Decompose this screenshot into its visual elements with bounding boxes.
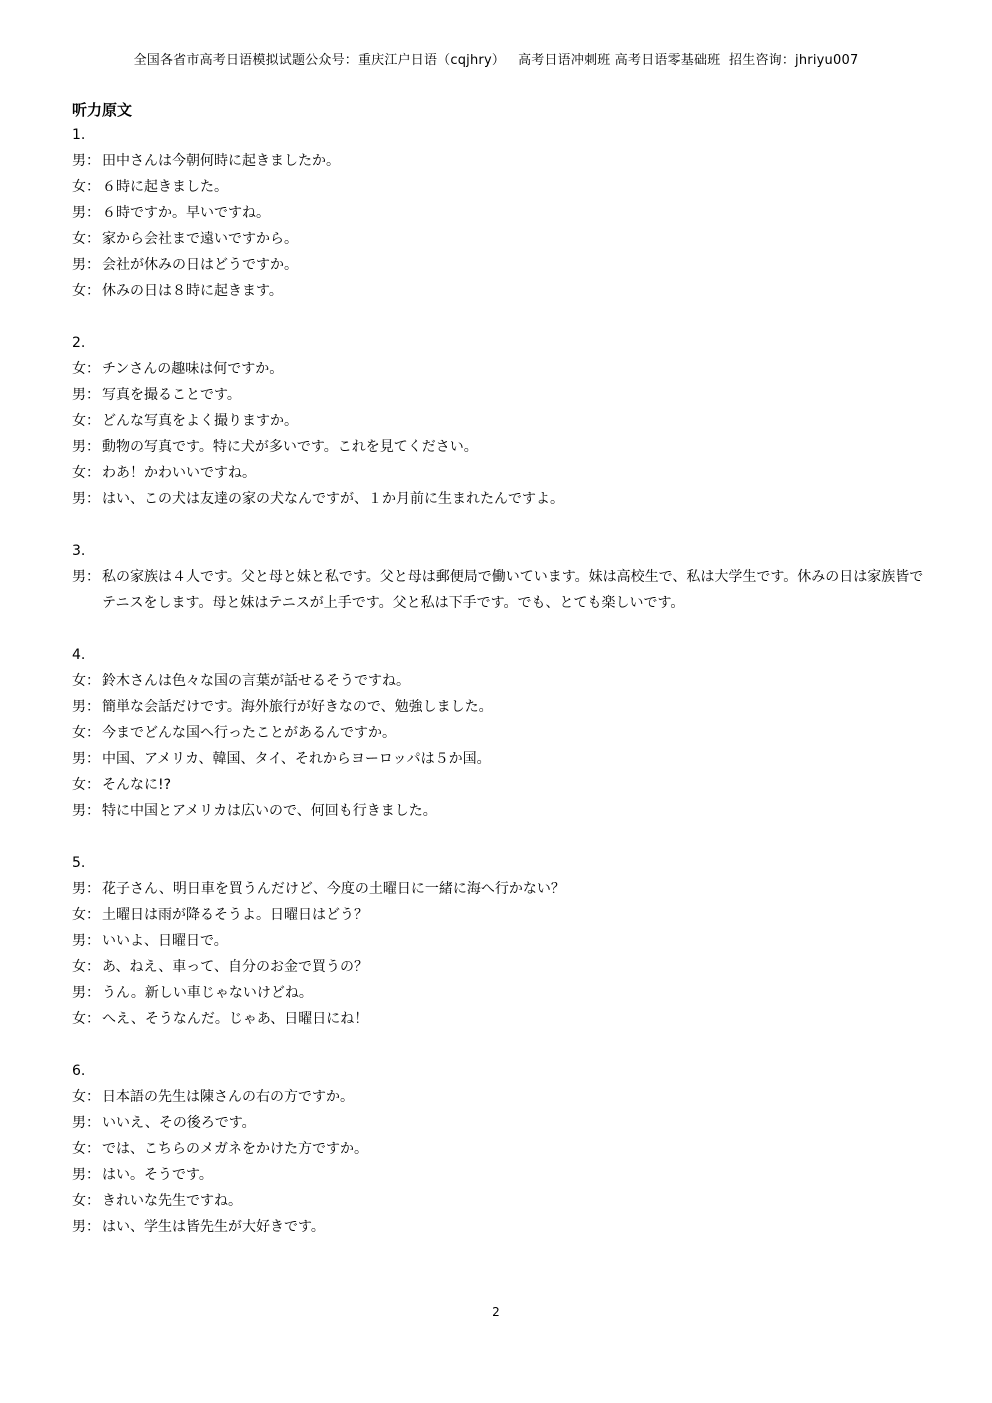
dialogue-text: うん。新しい車じゃないけどね。	[102, 985, 313, 1001]
dialogue-text: そんなに!?	[102, 777, 172, 793]
dialogue-line	[72, 1136, 932, 1162]
speaker-label: 男：	[72, 257, 100, 273]
dialogue-section-4	[72, 642, 932, 824]
dialogue-line	[72, 902, 932, 928]
question-number: 2.	[72, 335, 86, 351]
dialogue-line	[72, 928, 932, 954]
dialogue-line	[72, 668, 932, 694]
dialogue-line	[72, 772, 932, 798]
dialogue-text: 私の家族は４人です。父と母と妹と私です。父と母は郵便局で働いています。妹は高校生で、私は大学生です。休みの日は家族皆でテニスをします。母と妹はテニスが上手です。父と私は下手です。でも、とても楽しいです。	[102, 569, 924, 611]
dialogue-line	[72, 1162, 932, 1188]
dialogue-text: 土曜日は雨が降るそうよ。日曜日はどう？	[102, 907, 368, 923]
dialogue-text: 動物の写真です。特に犬が多いです。これを見てください。	[102, 439, 478, 455]
dialogue-section-3	[72, 538, 932, 616]
speaker-label: 男：	[72, 699, 100, 715]
question-number: 1.	[72, 127, 86, 143]
dialogue-text: 家から会社まで遠いですから。	[102, 231, 298, 247]
speaker-label: 男：	[72, 1115, 100, 1131]
speaker-label: 男：	[72, 205, 100, 221]
dialogue-line	[72, 954, 932, 980]
dialogue-line	[72, 720, 932, 746]
section-title: 听力原文	[72, 101, 133, 119]
speaker-label: 男：	[72, 985, 100, 1001]
dialogue-text: へえ、そうなんだ。じゃあ、日曜日にね！	[102, 1011, 369, 1027]
page-header: 全国各省市高考日语模拟试题公众号：重庆江户日语（cqjhry） 高考日语冲刺班 高考日语零基础班 招生咨询：jhriyu007	[133, 53, 859, 68]
dialogue-text: 特に中国とアメリカは広いので、何回も行きました。	[102, 803, 437, 819]
dialogue-text: 簡単な会話だけです。海外旅行が好きなので、勉強しました。	[102, 699, 493, 715]
dialogue-text: はい、学生は皆先生が大好きです。	[102, 1219, 325, 1235]
dialogue-line	[72, 1084, 932, 1110]
dialogue-section-1	[72, 122, 932, 304]
dialogue-line	[72, 694, 932, 720]
speaker-label: 女：	[72, 959, 100, 975]
dialogue-line	[72, 408, 932, 434]
question-number: 3.	[72, 543, 86, 559]
dialogue-text: 中国、アメリカ、韓国、タイ、それからヨーロッパは５か国。	[102, 751, 491, 767]
dialogue-line	[72, 460, 932, 486]
speaker-label: 男：	[72, 569, 100, 585]
dialogue-line	[72, 798, 932, 824]
dialogue-line	[72, 174, 932, 200]
dialogue-line	[72, 226, 932, 252]
dialogue-text: わあ！かわいいですね。	[102, 465, 256, 481]
speaker-label: 女：	[72, 777, 100, 793]
dialogue-text: 会社が休みの日はどうですか。	[102, 257, 298, 273]
speaker-label: 男：	[72, 1167, 100, 1183]
dialogue-text: 今までどんな国へ行ったことがあるんですか。	[102, 725, 396, 741]
speaker-label: 女：	[72, 361, 100, 377]
dialogue-line	[72, 486, 932, 512]
speaker-label: 女：	[72, 465, 100, 481]
dialogue-text: 田中さんは今朝何時に起きましたか。	[102, 153, 340, 169]
dialogue-text: 写真を撮ることです。	[102, 387, 241, 403]
dialogue-line	[72, 200, 932, 226]
dialogue-line	[72, 382, 932, 408]
dialogue-line	[72, 746, 932, 772]
dialogue-text: いいえ、その後ろです。	[102, 1115, 256, 1131]
speaker-label: 女：	[72, 179, 100, 195]
dialogue-text: ６時に起きました。	[102, 179, 228, 195]
dialogue-text: どんな写真をよく撮りますか。	[102, 413, 298, 429]
speaker-label: 男：	[72, 491, 100, 507]
speaker-label: 男：	[72, 1219, 100, 1235]
dialogue-line	[72, 1006, 932, 1032]
dialogue-line	[72, 1214, 932, 1240]
speaker-label: 女：	[72, 1089, 100, 1105]
dialogue-text: いいよ、日曜日で。	[102, 933, 228, 949]
speaker-label: 男：	[72, 751, 100, 767]
speaker-label: 男：	[72, 881, 100, 897]
dialogue-section-2	[72, 330, 932, 512]
dialogue-text: 鈴木さんは色々な国の言葉が話せるそうですね。	[102, 673, 410, 689]
speaker-label: 女：	[72, 1193, 100, 1209]
dialogue-line	[72, 434, 932, 460]
speaker-label: 男：	[72, 439, 100, 455]
speaker-label: 女：	[72, 907, 100, 923]
speaker-label: 女：	[72, 283, 100, 299]
dialogue-text: ６時ですか。早いですね。	[102, 205, 270, 221]
dialogue-text: あ、ねえ、車って、自分のお金で買うの？	[102, 959, 368, 975]
speaker-label: 男：	[72, 933, 100, 949]
dialogue-line	[72, 876, 932, 902]
dialogue-line	[72, 356, 932, 382]
dialogue-section-6	[72, 1058, 932, 1240]
dialogue-text: きれいな先生ですね。	[102, 1193, 242, 1209]
dialogue-line	[72, 252, 932, 278]
dialogue-text: では、こちらのメガネをかけた方ですか。	[102, 1141, 368, 1157]
dialogue-line	[72, 278, 932, 304]
dialogue-text: はい、この犬は友達の家の犬なんですが、１か月前に生まれたんですよ。	[102, 491, 564, 507]
speaker-label: 男：	[72, 153, 100, 169]
question-number: 4.	[72, 647, 86, 663]
speaker-label: 男：	[72, 803, 100, 819]
question-number: 5.	[72, 855, 86, 871]
speaker-label: 女：	[72, 231, 100, 247]
dialogue-text: 日本語の先生は陳さんの右の方ですか。	[102, 1089, 354, 1105]
document-body	[72, 98, 932, 1240]
speaker-label: 女：	[72, 413, 100, 429]
dialogue-text: チンさんの趣味は何ですか。	[102, 361, 284, 377]
dialogue-section-5	[72, 850, 932, 1032]
speaker-label: 女：	[72, 1141, 100, 1157]
speaker-label: 女：	[72, 1011, 100, 1027]
speaker-label: 女：	[72, 673, 100, 689]
dialogue-text: 花子さん、明日車を買うんだけど、今度の土曜日に一緒に海へ行かない？	[102, 881, 565, 897]
dialogue-text: 休みの日は８時に起きます。	[102, 283, 283, 299]
speaker-label: 女：	[72, 725, 100, 741]
question-number: 6.	[72, 1063, 86, 1079]
dialogue-line	[72, 980, 932, 1006]
speaker-label: 男：	[72, 387, 100, 403]
dialogue-line	[72, 1110, 932, 1136]
dialogue-line	[72, 564, 932, 616]
dialogue-line	[72, 1188, 932, 1214]
dialogue-text: はい。そうです。	[102, 1167, 213, 1183]
dialogue-line	[72, 148, 932, 174]
page-number: 2	[492, 1305, 500, 1319]
